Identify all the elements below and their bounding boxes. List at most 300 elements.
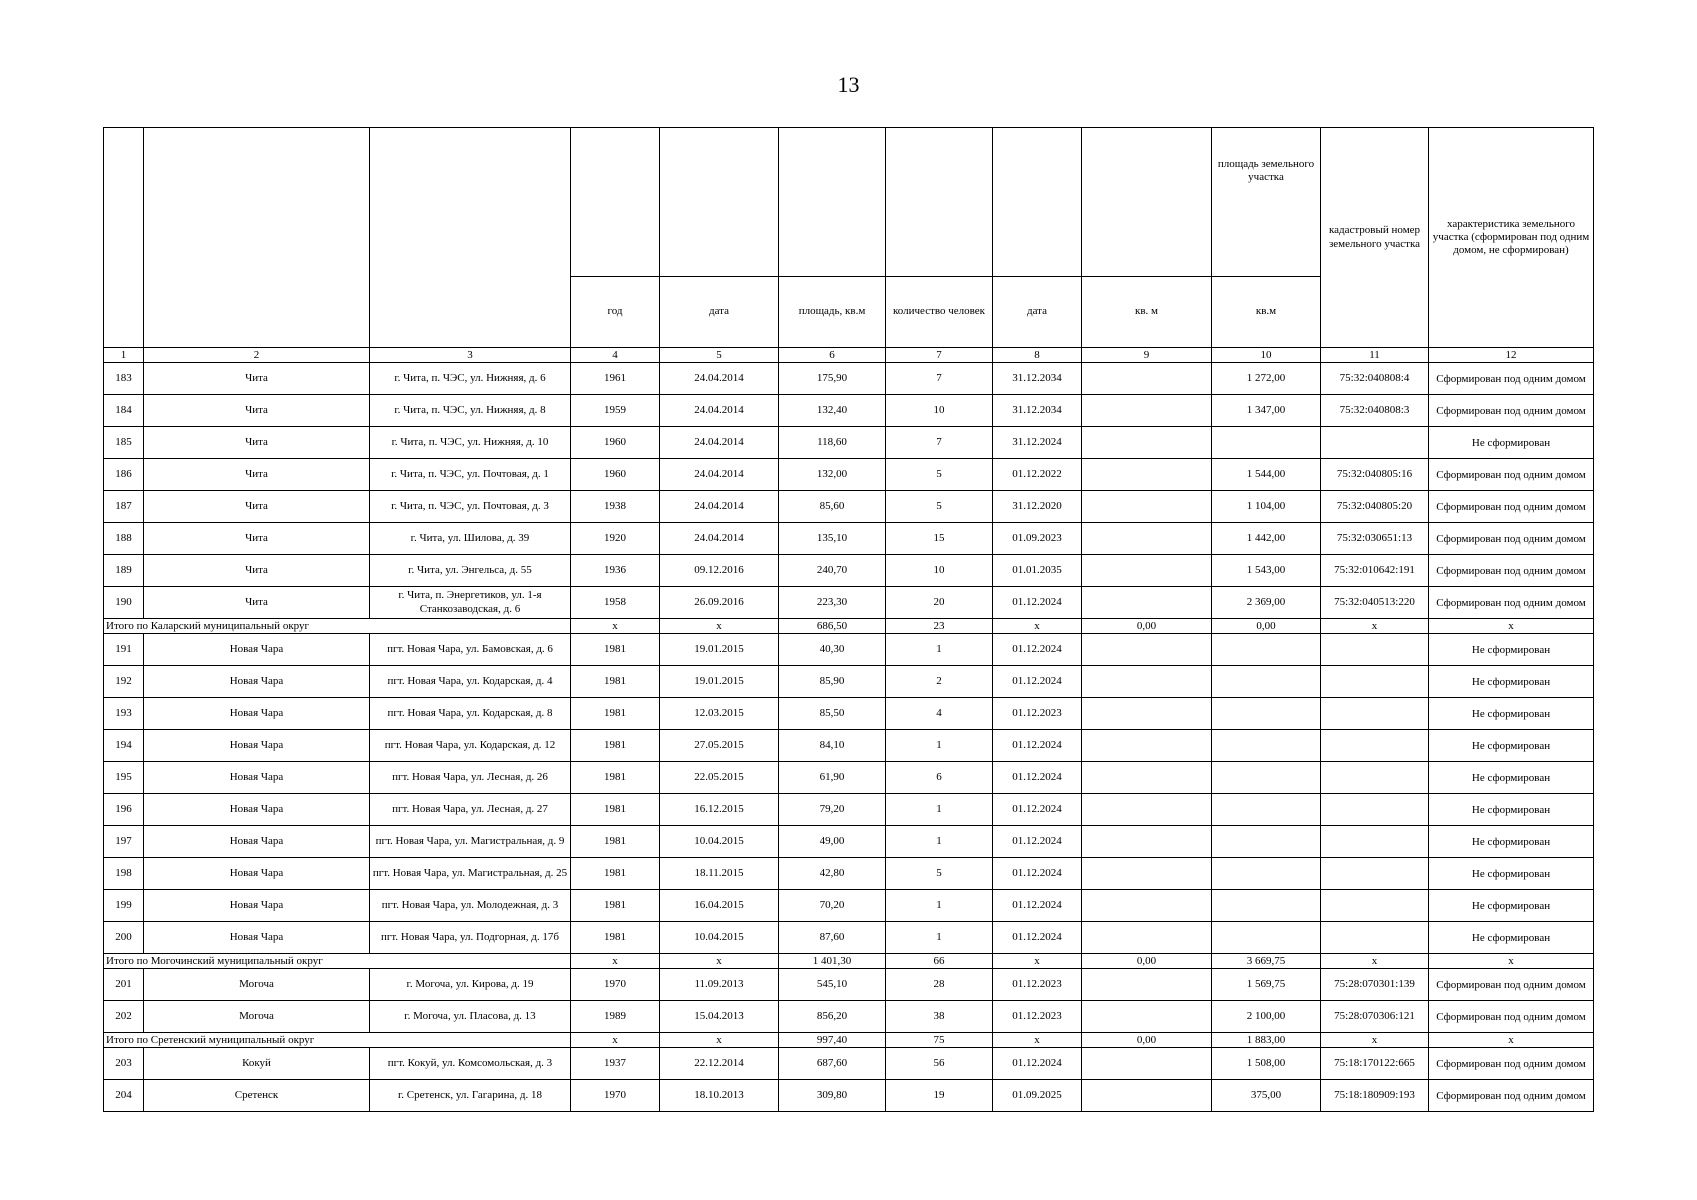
- table-cell: [1212, 698, 1321, 730]
- table-cell: г. Чита, ул. Энгельса, д. 55: [370, 555, 571, 587]
- table-cell: 18.11.2015: [660, 858, 779, 890]
- table-cell: 132,00: [779, 459, 886, 491]
- table-cell: 197: [104, 826, 144, 858]
- table-cell: 1 544,00: [1212, 459, 1321, 491]
- table-cell: Сформирован под одним домом: [1429, 587, 1594, 619]
- table-cell: 1961: [571, 363, 660, 395]
- table-cell: 01.12.2024: [993, 587, 1082, 619]
- table-cell: 192: [104, 666, 144, 698]
- table-cell: 190: [104, 587, 144, 619]
- table-cell: 309,80: [779, 1080, 886, 1112]
- table-cell: 31.12.2034: [993, 395, 1082, 427]
- table-cell: 16.12.2015: [660, 794, 779, 826]
- table-cell: пгт. Новая Чара, ул. Молодежная, д. 3: [370, 890, 571, 922]
- column-number-cell: 3: [370, 348, 571, 363]
- table-cell: 12.03.2015: [660, 698, 779, 730]
- table-cell: 4: [886, 698, 993, 730]
- table-cell: пгт. Кокуй, ул. Комсомольская, д. 3: [370, 1048, 571, 1080]
- table-cell: Чита: [144, 587, 370, 619]
- table-cell: [1082, 1080, 1212, 1112]
- table-row: [104, 634, 1594, 666]
- subtotal-cell: 1 401,30: [779, 954, 886, 969]
- table-cell: 61,90: [779, 762, 886, 794]
- table-cell: 10: [886, 395, 993, 427]
- table-cell: [1082, 922, 1212, 954]
- table-cell: Не сформирован: [1429, 698, 1594, 730]
- table-cell: [1321, 427, 1429, 459]
- table-cell: 01.09.2023: [993, 523, 1082, 555]
- table-cell: Сформирован под одним домом: [1429, 491, 1594, 523]
- table-cell: [1212, 730, 1321, 762]
- table-cell: Не сформирован: [1429, 922, 1594, 954]
- table-cell: 1938: [571, 491, 660, 523]
- table-cell: 194: [104, 730, 144, 762]
- table-cell: Не сформирован: [1429, 730, 1594, 762]
- table-cell: 184: [104, 395, 144, 427]
- table-row: [104, 794, 1594, 826]
- table-cell: 187: [104, 491, 144, 523]
- table-row: [104, 459, 1594, 491]
- table-cell: 1958: [571, 587, 660, 619]
- table-cell: 240,70: [779, 555, 886, 587]
- subtotal-cell: 1 883,00: [1212, 1033, 1321, 1048]
- table-cell: 22.05.2015: [660, 762, 779, 794]
- table-cell: 24.04.2014: [660, 363, 779, 395]
- table-cell: 18.10.2013: [660, 1080, 779, 1112]
- table-cell: 196: [104, 794, 144, 826]
- table-cell: 1981: [571, 794, 660, 826]
- table-cell: [1212, 762, 1321, 794]
- column-number-cell: 7: [886, 348, 993, 363]
- table-cell: 16.04.2015: [660, 890, 779, 922]
- table-row: [104, 666, 1594, 698]
- table-row: [104, 427, 1594, 459]
- table-cell: Сформирован под одним домом: [1429, 555, 1594, 587]
- table-cell: [1082, 890, 1212, 922]
- table-cell: 5: [886, 459, 993, 491]
- table-cell: Новая Чара: [144, 858, 370, 890]
- table-cell: Не сформирован: [1429, 634, 1594, 666]
- table-cell: 189: [104, 555, 144, 587]
- table-cell: 1: [886, 922, 993, 954]
- table-cell: [1082, 1048, 1212, 1080]
- table-cell: пгт. Новая Чара, ул. Кодарская, д. 8: [370, 698, 571, 730]
- table-cell: 75:28:070306:121: [1321, 1001, 1429, 1033]
- table-row: [104, 555, 1594, 587]
- table-cell: 1920: [571, 523, 660, 555]
- subtotal-cell: 0,00: [1082, 954, 1212, 969]
- table-cell: г. Могоча, ул. Пласова, д. 13: [370, 1001, 571, 1033]
- table-cell: 15: [886, 523, 993, 555]
- table-cell: [1082, 969, 1212, 1001]
- table-cell: 1981: [571, 826, 660, 858]
- table-row: [104, 1048, 1594, 1080]
- column-number-cell: 12: [1429, 348, 1594, 363]
- subtotal-cell: x: [571, 954, 660, 969]
- table-cell: [1321, 890, 1429, 922]
- table-cell: [1321, 698, 1429, 730]
- table-cell: Новая Чара: [144, 762, 370, 794]
- table-row: [104, 858, 1594, 890]
- subtotal-row: [104, 1033, 1594, 1048]
- subtotal-cell: x: [571, 1033, 660, 1048]
- table-cell: 31.12.2034: [993, 363, 1082, 395]
- table-cell: 856,20: [779, 1001, 886, 1033]
- table-cell: 1936: [571, 555, 660, 587]
- header-date-2: дата: [993, 277, 1082, 348]
- table-cell: 1: [886, 826, 993, 858]
- table-cell: 01.12.2023: [993, 1001, 1082, 1033]
- table-cell: 198: [104, 858, 144, 890]
- table-cell: г. Чита, п. ЧЭС, ул. Нижняя, д. 8: [370, 395, 571, 427]
- table-cell: 10: [886, 555, 993, 587]
- table-cell: Новая Чара: [144, 730, 370, 762]
- column-number-cell: 6: [779, 348, 886, 363]
- header-people-count: количество человек: [886, 277, 993, 348]
- header-cell: [779, 128, 886, 277]
- subtotal-row: [104, 954, 1594, 969]
- subtotal-cell: x: [1429, 954, 1594, 969]
- table-cell: 375,00: [1212, 1080, 1321, 1112]
- table-cell: 199: [104, 890, 144, 922]
- table-cell: 183: [104, 363, 144, 395]
- table-cell: [1082, 491, 1212, 523]
- table-cell: [1321, 634, 1429, 666]
- table-cell: 10.04.2015: [660, 922, 779, 954]
- table-cell: 85,90: [779, 666, 886, 698]
- table-cell: 24.04.2014: [660, 459, 779, 491]
- table-cell: 01.12.2024: [993, 858, 1082, 890]
- table-cell: 132,40: [779, 395, 886, 427]
- header-area: площадь, кв.м: [779, 277, 886, 348]
- table-cell: 24.04.2014: [660, 427, 779, 459]
- table-cell: 1 442,00: [1212, 523, 1321, 555]
- column-number-cell: 2: [144, 348, 370, 363]
- header-year: год: [571, 277, 660, 348]
- column-number-row: [104, 348, 1594, 363]
- table-cell: 24.04.2014: [660, 523, 779, 555]
- table-cell: 56: [886, 1048, 993, 1080]
- table-cell: г. Чита, п. ЧЭС, ул. Почтовая, д. 1: [370, 459, 571, 491]
- table-cell: Сформирован под одним домом: [1429, 1048, 1594, 1080]
- header-cadastral-number: кадастровый номер земельного участка: [1321, 128, 1429, 348]
- table-cell: 1 104,00: [1212, 491, 1321, 523]
- table-cell: [1082, 395, 1212, 427]
- table-cell: 01.12.2022: [993, 459, 1082, 491]
- table-cell: г. Могоча, ул. Кирова, д. 19: [370, 969, 571, 1001]
- table-cell: пгт. Новая Чара, ул. Лесная, д. 27: [370, 794, 571, 826]
- table-cell: Сформирован под одним домом: [1429, 363, 1594, 395]
- header-cell: [993, 128, 1082, 277]
- table-row: [104, 730, 1594, 762]
- table-cell: 20: [886, 587, 993, 619]
- table-cell: 7: [886, 427, 993, 459]
- table-cell: 42,80: [779, 858, 886, 890]
- subtotal-cell: x: [993, 1033, 1082, 1048]
- table-cell: 75:32:040808:4: [1321, 363, 1429, 395]
- table-cell: 1: [886, 730, 993, 762]
- table-cell: Сретенск: [144, 1080, 370, 1112]
- table-cell: 185: [104, 427, 144, 459]
- table-cell: 75:18:180909:193: [1321, 1080, 1429, 1112]
- column-number-cell: 9: [1082, 348, 1212, 363]
- table-cell: 01.12.2023: [993, 969, 1082, 1001]
- table-cell: Не сформирован: [1429, 890, 1594, 922]
- subtotal-label: Итого по Сретенский муниципальный округ: [104, 1033, 571, 1048]
- table-cell: 01.12.2023: [993, 698, 1082, 730]
- table-cell: 1960: [571, 459, 660, 491]
- table-cell: 1970: [571, 1080, 660, 1112]
- table-cell: 202: [104, 1001, 144, 1033]
- table-cell: 1981: [571, 634, 660, 666]
- housing-table: [103, 127, 1594, 1112]
- table-cell: пгт. Новая Чара, ул. Подгорная, д. 17б: [370, 922, 571, 954]
- table-cell: 75:32:030651:13: [1321, 523, 1429, 555]
- table-cell: 1981: [571, 730, 660, 762]
- table-cell: [1082, 363, 1212, 395]
- table-row: [104, 491, 1594, 523]
- table-cell: 01.12.2024: [993, 730, 1082, 762]
- table-cell: Сформирован под одним домом: [1429, 395, 1594, 427]
- table-cell: г. Чита, п. ЧЭС, ул. Нижняя, д. 6: [370, 363, 571, 395]
- table-cell: [1212, 922, 1321, 954]
- table-cell: 2 369,00: [1212, 587, 1321, 619]
- table-cell: г. Чита, п. ЧЭС, ул. Нижняя, д. 10: [370, 427, 571, 459]
- table-cell: 40,30: [779, 634, 886, 666]
- table-cell: 01.12.2024: [993, 666, 1082, 698]
- table-cell: Сформирован под одним домом: [1429, 1080, 1594, 1112]
- table-cell: [1082, 698, 1212, 730]
- table-cell: 5: [886, 491, 993, 523]
- header-cell: [660, 128, 779, 277]
- table-cell: Чита: [144, 363, 370, 395]
- table-cell: 10.04.2015: [660, 826, 779, 858]
- table-cell: Новая Чара: [144, 666, 370, 698]
- table-cell: 09.12.2016: [660, 555, 779, 587]
- table-cell: пгт. Новая Чара, ул. Кодарская, д. 4: [370, 666, 571, 698]
- table-cell: Могоча: [144, 1001, 370, 1033]
- table-cell: 01.12.2024: [993, 922, 1082, 954]
- table-cell: 49,00: [779, 826, 886, 858]
- subtotal-cell: 3 669,75: [1212, 954, 1321, 969]
- table-cell: пгт. Новая Чара, ул. Бамовская, д. 6: [370, 634, 571, 666]
- table-cell: Новая Чара: [144, 634, 370, 666]
- table-cell: Новая Чара: [144, 922, 370, 954]
- table-cell: 75:28:070301:139: [1321, 969, 1429, 1001]
- table-cell: 6: [886, 762, 993, 794]
- table-cell: [1082, 826, 1212, 858]
- table-row: [104, 890, 1594, 922]
- table-cell: 70,20: [779, 890, 886, 922]
- column-number-cell: 5: [660, 348, 779, 363]
- table-cell: 75:32:040805:20: [1321, 491, 1429, 523]
- table-cell: 1: [886, 890, 993, 922]
- table-cell: г. Сретенск, ул. Гагарина, д. 18: [370, 1080, 571, 1112]
- table-cell: пгт. Новая Чара, ул. Магистральная, д. 9: [370, 826, 571, 858]
- table-cell: [1082, 555, 1212, 587]
- table-cell: [1082, 427, 1212, 459]
- table-cell: 28: [886, 969, 993, 1001]
- table-cell: 204: [104, 1080, 144, 1112]
- table-cell: 31.12.2020: [993, 491, 1082, 523]
- table-cell: 01.01.2035: [993, 555, 1082, 587]
- table-row: [104, 1001, 1594, 1033]
- table-cell: [1212, 666, 1321, 698]
- subtotal-cell: x: [1429, 1033, 1594, 1048]
- header-cell: [571, 128, 660, 277]
- header-row-top: [104, 128, 1594, 277]
- table-cell: 200: [104, 922, 144, 954]
- subtotal-cell: 75: [886, 1033, 993, 1048]
- table-cell: пгт. Новая Чара, ул. Кодарская, д. 12: [370, 730, 571, 762]
- table-cell: 1981: [571, 890, 660, 922]
- table-row: [104, 363, 1594, 395]
- table-cell: [1082, 587, 1212, 619]
- table-row: [104, 1080, 1594, 1112]
- table-row: [104, 698, 1594, 730]
- table-cell: 1981: [571, 698, 660, 730]
- table-cell: [1082, 523, 1212, 555]
- table-cell: [1082, 794, 1212, 826]
- table-cell: Чита: [144, 523, 370, 555]
- table-cell: [1321, 826, 1429, 858]
- column-number-cell: 4: [571, 348, 660, 363]
- table-cell: [1082, 459, 1212, 491]
- header-cell: [370, 128, 571, 348]
- subtotal-label: Итого по Каларский муниципальный округ: [104, 619, 571, 634]
- header-sq-m: кв. м: [1082, 277, 1212, 348]
- table-cell: [1082, 858, 1212, 890]
- table-cell: 1981: [571, 922, 660, 954]
- table-cell: 193: [104, 698, 144, 730]
- table-cell: 1970: [571, 969, 660, 1001]
- table-cell: [1212, 634, 1321, 666]
- table-cell: 15.04.2013: [660, 1001, 779, 1033]
- table-cell: 38: [886, 1001, 993, 1033]
- table-cell: [1321, 666, 1429, 698]
- table-cell: Чита: [144, 555, 370, 587]
- subtotal-cell: x: [1429, 619, 1594, 634]
- table-cell: 191: [104, 634, 144, 666]
- table-cell: 203: [104, 1048, 144, 1080]
- table-cell: 11.09.2013: [660, 969, 779, 1001]
- table-cell: 85,50: [779, 698, 886, 730]
- subtotal-cell: x: [993, 619, 1082, 634]
- table-cell: 01.12.2024: [993, 890, 1082, 922]
- table-cell: Новая Чара: [144, 890, 370, 922]
- table-cell: 188: [104, 523, 144, 555]
- table-cell: 7: [886, 363, 993, 395]
- subtotal-cell: x: [993, 954, 1082, 969]
- table-cell: Сформирован под одним домом: [1429, 969, 1594, 1001]
- table-cell: 75:32:040513:220: [1321, 587, 1429, 619]
- table-cell: 5: [886, 858, 993, 890]
- subtotal-cell: x: [1321, 954, 1429, 969]
- header-cell: [144, 128, 370, 348]
- table-cell: 687,60: [779, 1048, 886, 1080]
- table-cell: 1 272,00: [1212, 363, 1321, 395]
- table-cell: [1321, 922, 1429, 954]
- table-cell: [1321, 794, 1429, 826]
- table-cell: [1212, 427, 1321, 459]
- table-cell: Чита: [144, 491, 370, 523]
- table-cell: 87,60: [779, 922, 886, 954]
- subtotal-cell: x: [1321, 1033, 1429, 1048]
- table-cell: Чита: [144, 395, 370, 427]
- table-cell: г. Чита, ул. Шилова, д. 39: [370, 523, 571, 555]
- subtotal-cell: 23: [886, 619, 993, 634]
- header-cell: [104, 128, 144, 348]
- subtotal-cell: x: [660, 619, 779, 634]
- table-cell: 26.09.2016: [660, 587, 779, 619]
- table-cell: 01.12.2024: [993, 1048, 1082, 1080]
- table-row: [104, 762, 1594, 794]
- header-land-characteristic: характеристика земельного участка (сформирован под одним домом, не сформирован): [1429, 128, 1594, 348]
- table-cell: 201: [104, 969, 144, 1001]
- table-cell: 24.04.2014: [660, 491, 779, 523]
- table-cell: [1082, 762, 1212, 794]
- table-cell: [1082, 634, 1212, 666]
- table-cell: [1082, 666, 1212, 698]
- header-date: дата: [660, 277, 779, 348]
- table-cell: 186: [104, 459, 144, 491]
- table-cell: 1981: [571, 858, 660, 890]
- table-cell: 19.01.2015: [660, 634, 779, 666]
- table-cell: 01.12.2024: [993, 794, 1082, 826]
- table-cell: 1 347,00: [1212, 395, 1321, 427]
- table-cell: 19: [886, 1080, 993, 1112]
- table-cell: 223,30: [779, 587, 886, 619]
- table-cell: [1212, 794, 1321, 826]
- column-number-cell: 8: [993, 348, 1082, 363]
- header-cell: [1082, 128, 1212, 277]
- table-row: [104, 523, 1594, 555]
- table-cell: Не сформирован: [1429, 826, 1594, 858]
- table-cell: Не сформирован: [1429, 762, 1594, 794]
- table-cell: 1 569,75: [1212, 969, 1321, 1001]
- table-cell: Чита: [144, 427, 370, 459]
- subtotal-cell: 0,00: [1082, 1033, 1212, 1048]
- table-cell: 1959: [571, 395, 660, 427]
- table-cell: Сформирован под одним домом: [1429, 1001, 1594, 1033]
- subtotal-cell: 686,50: [779, 619, 886, 634]
- table-cell: Сформирован под одним домом: [1429, 523, 1594, 555]
- table-row: [104, 922, 1594, 954]
- table-cell: Не сформирован: [1429, 858, 1594, 890]
- table-cell: [1212, 858, 1321, 890]
- table-cell: 1 508,00: [1212, 1048, 1321, 1080]
- subtotal-cell: 66: [886, 954, 993, 969]
- table-cell: г. Чита, п. ЧЭС, ул. Почтовая, д. 3: [370, 491, 571, 523]
- table-cell: [1082, 730, 1212, 762]
- table-cell: 01.12.2024: [993, 826, 1082, 858]
- table-cell: пгт. Новая Чара, ул. Магистральная, д. 25: [370, 858, 571, 890]
- table-cell: 01.12.2024: [993, 762, 1082, 794]
- table-cell: 545,10: [779, 969, 886, 1001]
- table-cell: 75:32:010642:191: [1321, 555, 1429, 587]
- page-number: 13: [837, 72, 860, 97]
- table-row: [104, 969, 1594, 1001]
- subtotal-cell: x: [660, 1033, 779, 1048]
- table-cell: 84,10: [779, 730, 886, 762]
- table-cell: Не сформирован: [1429, 427, 1594, 459]
- table-cell: [1082, 1001, 1212, 1033]
- subtotal-cell: x: [660, 954, 779, 969]
- table-cell: пгт. Новая Чара, ул. Лесная, д. 26: [370, 762, 571, 794]
- table-cell: 75:32:040805:16: [1321, 459, 1429, 491]
- table-cell: 1 543,00: [1212, 555, 1321, 587]
- table-cell: Новая Чара: [144, 794, 370, 826]
